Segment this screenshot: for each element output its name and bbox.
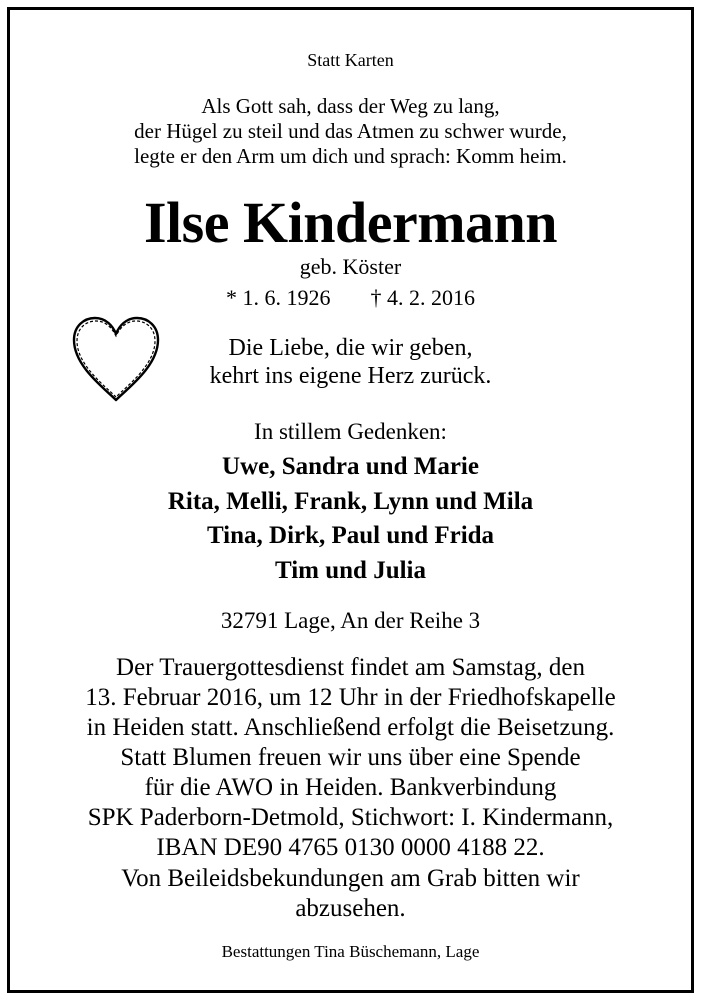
mourner-names: Tim und Julia xyxy=(274,557,426,584)
notice-line: 13. Februar 2016, um 12 Uhr in der Friedhofskapelle xyxy=(85,684,616,711)
notice-line: abzusehen. xyxy=(295,895,406,922)
death-date: † 4. 2. 2016 xyxy=(370,285,475,310)
poem-line: der Hügel zu steil und das Atmen zu schwer wurde, xyxy=(134,119,567,143)
dates-line xyxy=(0,287,701,309)
quote-line: Die Liebe, die wir geben, xyxy=(228,335,473,361)
deceased-name: Ilse Kindermann xyxy=(143,190,558,255)
notice-line: für die AWO in Heiden. Bankverbindung xyxy=(144,774,557,801)
notice-line: Der Trauergottesdienst findet am Samstag, den xyxy=(116,654,585,681)
notice-line: in Heiden statt. Anschließend erfolgt die Beisetzung. xyxy=(86,714,615,741)
address: 32791 Lage, An der Reihe 3 xyxy=(220,608,481,633)
funeral-home: Bestattungen Tina Büschemann, Lage xyxy=(221,942,480,961)
birth-name: geb. Köster xyxy=(299,254,402,279)
mourners-intro: In stillem Gedenken: xyxy=(254,419,447,444)
notice-line: IBAN DE90 4765 0130 0000 4188 22. xyxy=(156,834,545,861)
intro-text: Statt Karten xyxy=(307,50,394,70)
poem-line: Als Gott sah, dass der Weg zu lang, xyxy=(201,94,500,118)
mourner-names: Rita, Melli, Frank, Lynn und Mila xyxy=(167,488,534,515)
quote-line: kehrt ins eigene Herz zurück. xyxy=(209,363,492,389)
birth-date: * 1. 6. 1926 xyxy=(226,285,331,310)
mourner-names: Tina, Dirk, Paul und Frida xyxy=(206,522,495,549)
notice-line: Von Beileidsbekundungen am Grab bitten wir xyxy=(121,865,580,892)
notice-line: SPK Paderborn-Detmold, Stichwort: I. Kindermann, xyxy=(87,804,614,831)
notice-line: Statt Blumen freuen wir uns über eine Spende xyxy=(120,744,581,771)
mourner-names: Uwe, Sandra und Marie xyxy=(222,453,479,480)
poem-line: legte er den Arm um dich und sprach: Komm heim. xyxy=(134,144,567,168)
